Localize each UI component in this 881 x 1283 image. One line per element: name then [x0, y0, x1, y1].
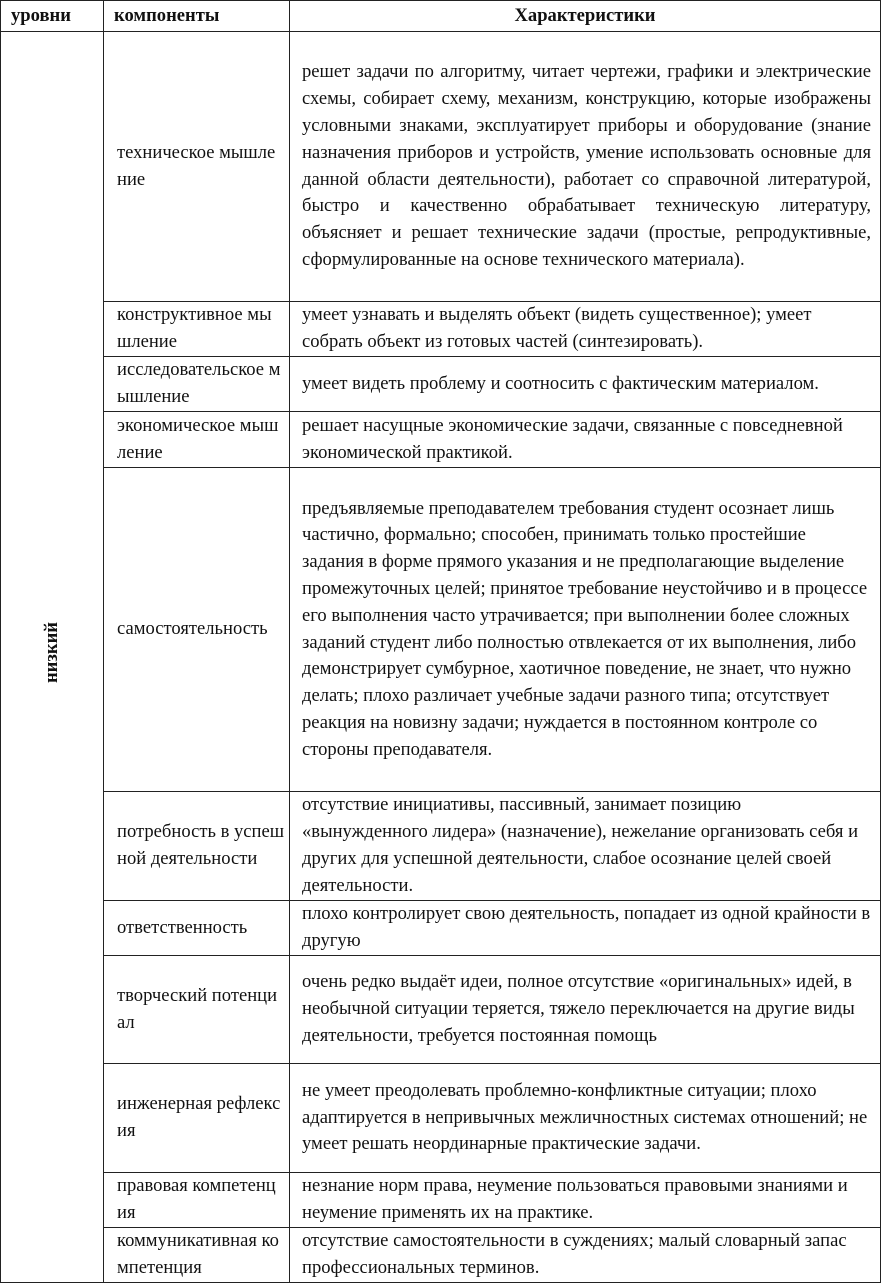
component-cell: правовая компетенция	[104, 1173, 290, 1228]
table-row	[1, 1064, 881, 1173]
table-row	[1, 1173, 881, 1228]
description-cell: умеет видеть проблему и соотносить с фактическим материалом.	[290, 357, 881, 412]
description-cell: плохо контролирует свою деятельность, попадает из одной крайности в другую	[290, 901, 881, 956]
description-cell: решает насущные экономические задачи, связанные с повседневной экономической практикой.	[290, 412, 881, 468]
description-cell: не умеет преодолевать проблемно-конфликтные ситуации; плохо адаптируется в непривычных межличностных системах отношений; не умеет решать неординарные практические задачи.	[290, 1064, 881, 1173]
table-row	[1, 468, 881, 792]
component-cell: ответственность	[104, 901, 290, 956]
description-cell: решет задачи по алгоритму, читает чертежи, графики и электрические схемы, собирает схему, механизм, конструкцию, которые изображены условными знаками, эксплуатирует приборы и оборудование (знание назначения приборов и устройств, умение использовать основные для данной области деятельности), работает со справочной литературой, быстро и качественно обрабатывает техническую литературу, объясняет и решает технические задачи (простые, репродуктивные, сформулированные на основе технического материала).	[290, 32, 881, 302]
level-label: низкий	[40, 622, 62, 684]
table-row	[1, 956, 881, 1064]
header-levels: уровни	[1, 1, 104, 32]
table-row	[1, 302, 881, 357]
description-cell: отсутствие самостоятельности в суждениях; малый словарный запас профессиональных терминов.	[290, 1228, 881, 1283]
header-row	[1, 1, 881, 32]
description-cell: незнание норм права, неумение пользоваться правовыми знаниями и неумение применять их на практике.	[290, 1173, 881, 1228]
component-cell: техническое мышление	[104, 32, 290, 302]
component-cell: творческий потенциал	[104, 956, 290, 1064]
component-cell: потребность в успешной деятельности	[104, 792, 290, 901]
table-row	[1, 901, 881, 956]
component-cell: самостоятельность	[104, 468, 290, 792]
header-characteristics: Характеристики	[290, 1, 881, 32]
level-cell	[1, 32, 104, 1283]
table-row	[1, 412, 881, 468]
description-cell: предъявляемые преподавателем требования студент осознает лишь частично, формально; способен, принимать только простейшие задания в форме прямого указания и не предполагающие выделение промежуточных целей; принятое требование неустойчиво и в процессе его выполнения часто утрачивается; при выполнении более сложных заданий студент либо полностью отвлекается от их выполнения, либо демонстрирует сумбурное, хаотичное поведение, не знает, что нужно делать; плохо различает учебные задачи разного типа; отсутствует реакция на новизну задачи; нуждается в постоянном контроле со стороны преподавателя.	[290, 468, 881, 792]
table-row	[1, 792, 881, 901]
table-row	[1, 1228, 881, 1283]
component-cell: экономическое мышление	[104, 412, 290, 468]
component-cell: исследовательское мышление	[104, 357, 290, 412]
table-row	[1, 357, 881, 412]
component-cell: конструктивное мышление	[104, 302, 290, 357]
description-cell: очень редко выдаёт идеи, полное отсутствие «оригинальных» идей, в необычной ситуации теряется, тяжело переключается на другие виды деятельности, требуется постоянная помощь	[290, 956, 881, 1064]
component-cell: коммуникативная компетенция	[104, 1228, 290, 1283]
header-components: компоненты	[104, 1, 290, 32]
table-row	[1, 32, 881, 302]
description-cell: умеет узнавать и выделять объект (видеть существенное); умеет собрать объект из готовых частей (синтезировать).	[290, 302, 881, 357]
description-cell: отсутствие инициативы, пассивный, занимает позицию «вынужденного лидера» (назначение), нежелание организовать себя и других для успешной деятельности, слабое осознание целей своей деятельности.	[290, 792, 881, 901]
component-cell: инженерная рефлексия	[104, 1064, 290, 1173]
